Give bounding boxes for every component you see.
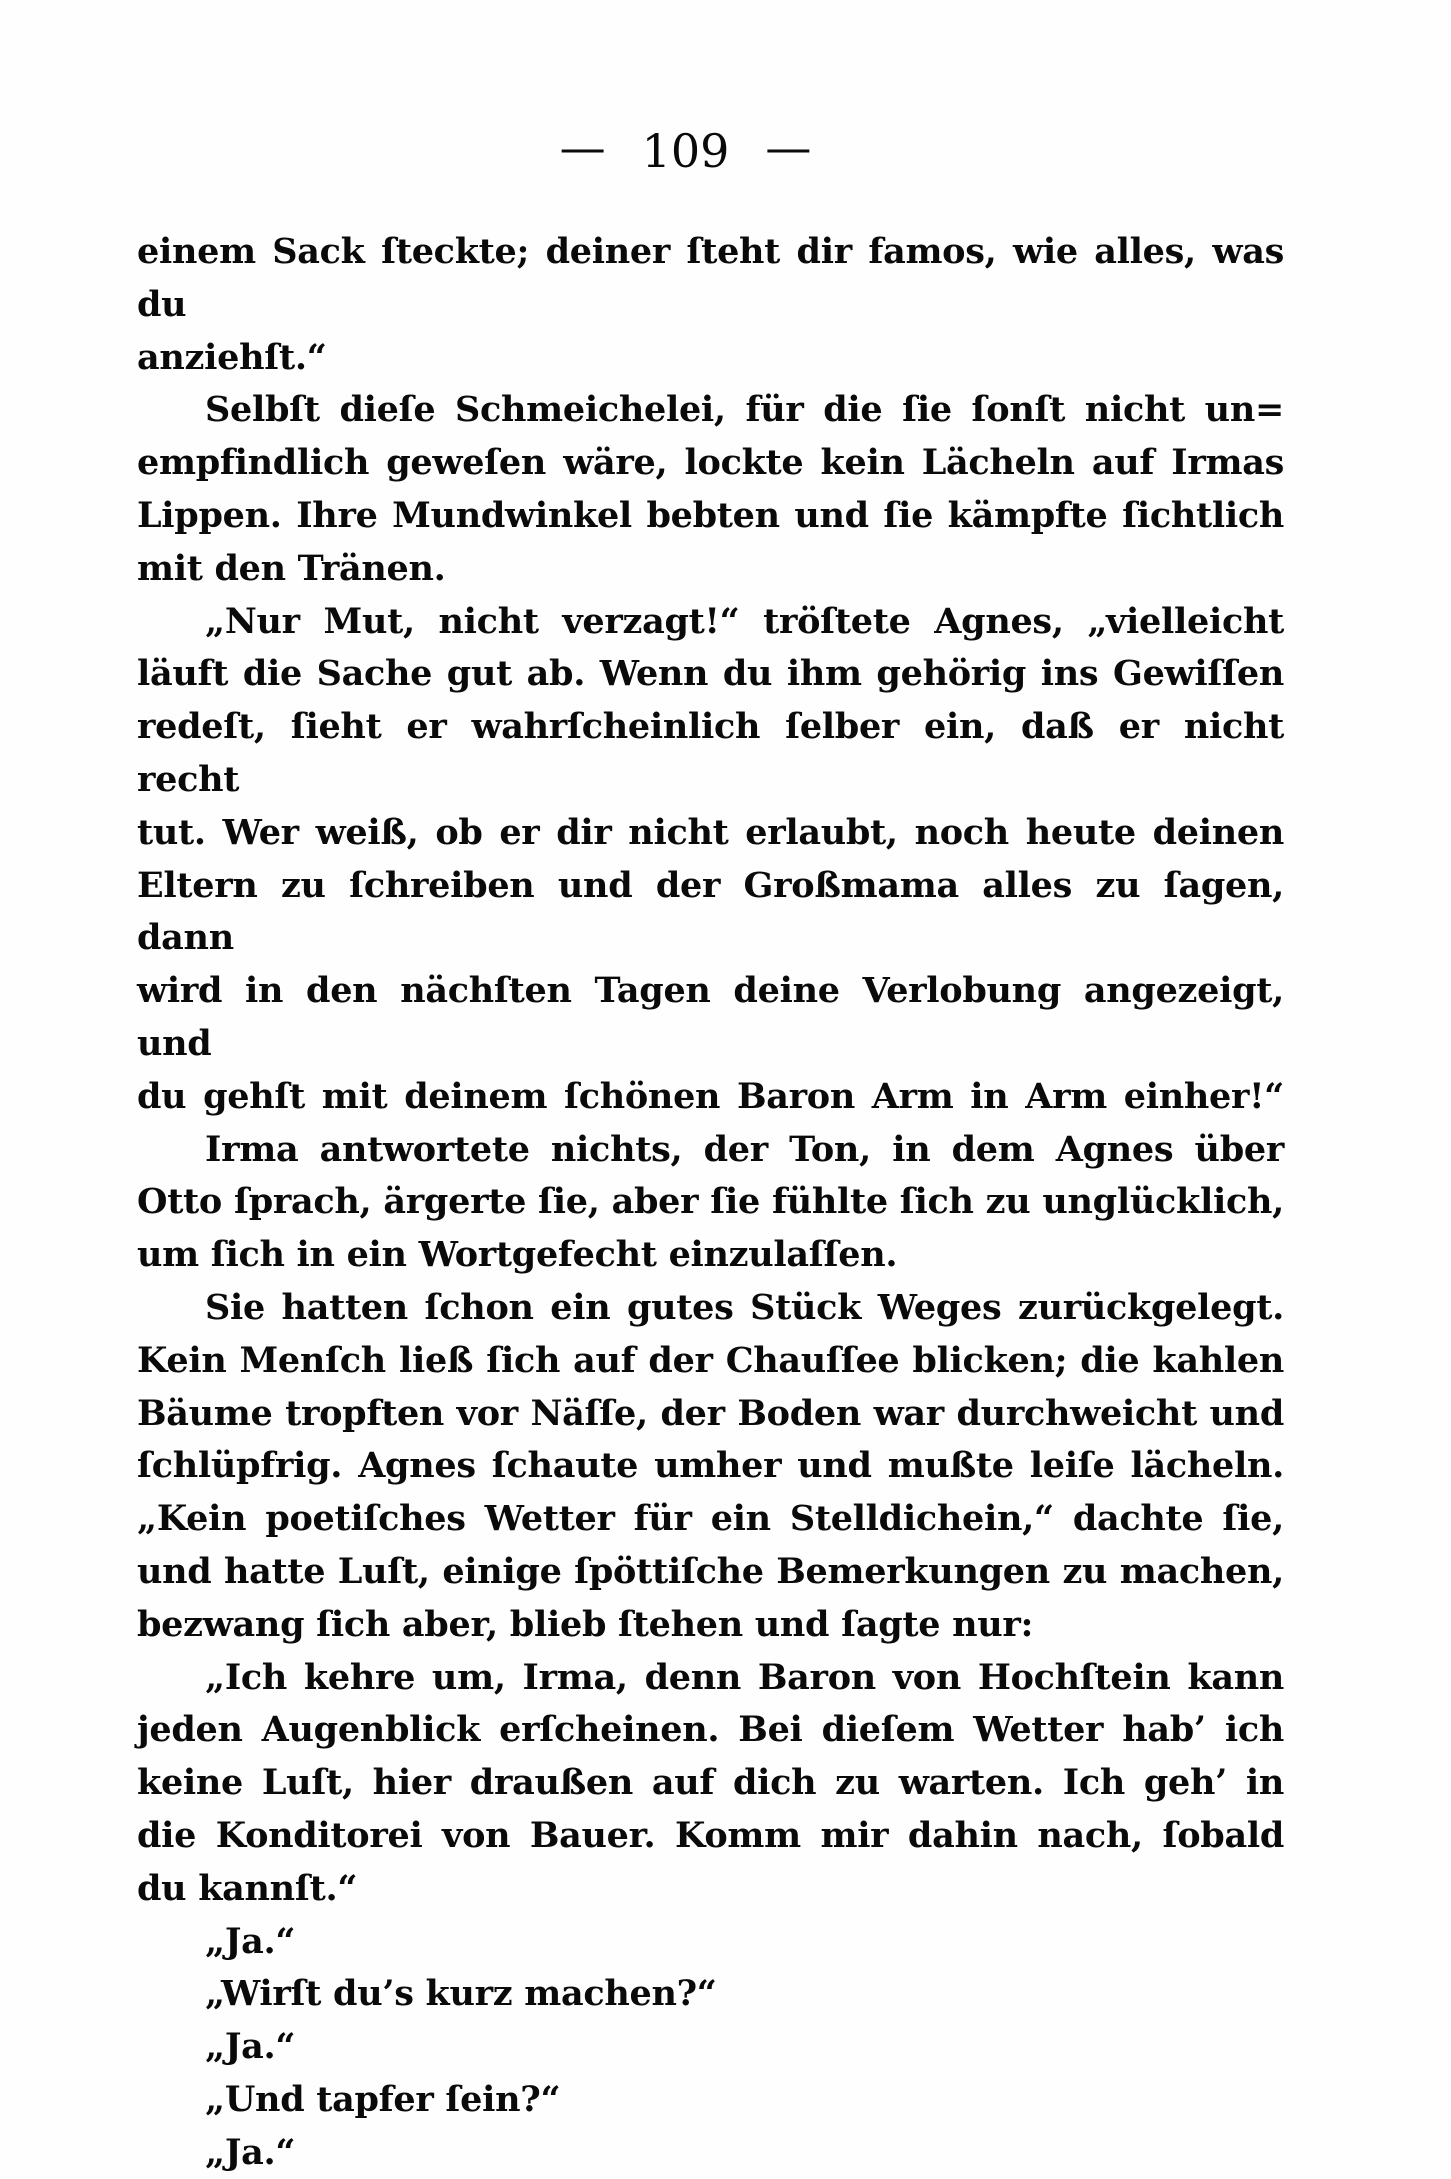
text-line: einem Sack ſteckte; deiner ſteht dir famos, wie alles, was du bbox=[137, 231, 1284, 325]
text-line: Eltern zu ſchreiben und der Großmama alles zu ſagen, dann bbox=[137, 864, 1284, 959]
text-line: „Kein poetiſches Wetter für ein Stelldichein,“ dachte ſie, bbox=[137, 1498, 1284, 1540]
text-line: Lippen. Ihre Mundwinkel bebten und ſie kämpfte ſichtlich bbox=[137, 494, 1284, 536]
text-line: läuft die Sache gut ab. Wenn du ihm gehörig ins Gewiſſen bbox=[137, 653, 1284, 695]
text-line: „Ja.“ bbox=[205, 2131, 296, 2173]
text-line: „Und tapfer ſein?“ bbox=[205, 2078, 561, 2120]
text-line: bezwang ſich aber, blieb ſtehen und ſagte nur: bbox=[137, 1603, 1034, 1645]
text-line: keine Luſt, hier draußen auf dich zu warten. Ich geh’ in bbox=[137, 1762, 1284, 1804]
page-number: 109 bbox=[641, 124, 730, 178]
text-line: Sie hatten ſchon ein gutes Stück Weges zurückgelegt. bbox=[205, 1286, 1284, 1328]
text-line: Bäume tropften vor Näſſe, der Boden war durchweicht und bbox=[137, 1392, 1284, 1434]
text-line: redeſt, ſieht er wahrſcheinlich ſelber ein, daß er nicht recht bbox=[137, 706, 1284, 800]
page-header bbox=[0, 120, 1411, 178]
text-line: „Nur Mut, nicht verzagt!“ tröſtete Agnes, „vielleicht bbox=[205, 600, 1284, 642]
text-line: um ſich in ein Wortgefecht einzulaſſen. bbox=[137, 1234, 898, 1276]
text-line: Selbſt dieſe Schmeichelei, für die ſie ſonſt nicht un= bbox=[205, 389, 1284, 431]
text-line: und hatte Luſt, einige ſpöttiſche Bemerkungen zu machen, bbox=[137, 1550, 1284, 1592]
text-line: „Ich kehre um, Irma, denn Baron von Hochſtein kann bbox=[205, 1656, 1284, 1698]
header-dash-left: — bbox=[559, 120, 606, 174]
text-line: Irma antwortete nichts, der Ton, in dem Agnes über bbox=[205, 1128, 1284, 1170]
text-line: „Ja.“ bbox=[205, 1920, 296, 1962]
page-text bbox=[137, 226, 1284, 2179]
text-line: Kein Menſch ließ ſich auf der Chauſſee blicken; die kahlen bbox=[137, 1339, 1284, 1381]
text-line: die Konditorei von Bauer. Komm mir dahin nach, ſobald bbox=[137, 1814, 1284, 1856]
text-line: empfindlich geweſen wäre, lockte kein Lächeln auf Irmas bbox=[137, 442, 1284, 484]
text-line: ſchlüpfrig. Agnes ſchaute umher und mußte leiſe lächeln. bbox=[137, 1445, 1284, 1487]
text-line: wird in den nächſten Tagen deine Verlobung angezeigt, und bbox=[137, 970, 1284, 1064]
text-line: „Ja.“ bbox=[205, 2026, 296, 2068]
text-line: tut. Wer weiß, ob er dir nicht erlaubt, noch heute deinen bbox=[137, 811, 1284, 853]
text-line: anziehſt.“ bbox=[137, 336, 327, 378]
text-line: mit den Tränen. bbox=[137, 547, 446, 589]
text-line: „Wirſt du’s kurz machen?“ bbox=[205, 1973, 717, 2015]
text-line: jeden Augenblick erſcheinen. Bei dieſem Wetter hab’ ich bbox=[137, 1709, 1284, 1751]
text-line: du kannſt.“ bbox=[137, 1867, 358, 1909]
header-dash-right: — bbox=[765, 120, 812, 174]
text-line: Otto ſprach, ärgerte ſie, aber ſie fühlte ſich zu unglücklich, bbox=[137, 1181, 1284, 1223]
text-line: du gehſt mit deinem ſchönen Baron Arm in Arm einher!“ bbox=[137, 1075, 1284, 1117]
